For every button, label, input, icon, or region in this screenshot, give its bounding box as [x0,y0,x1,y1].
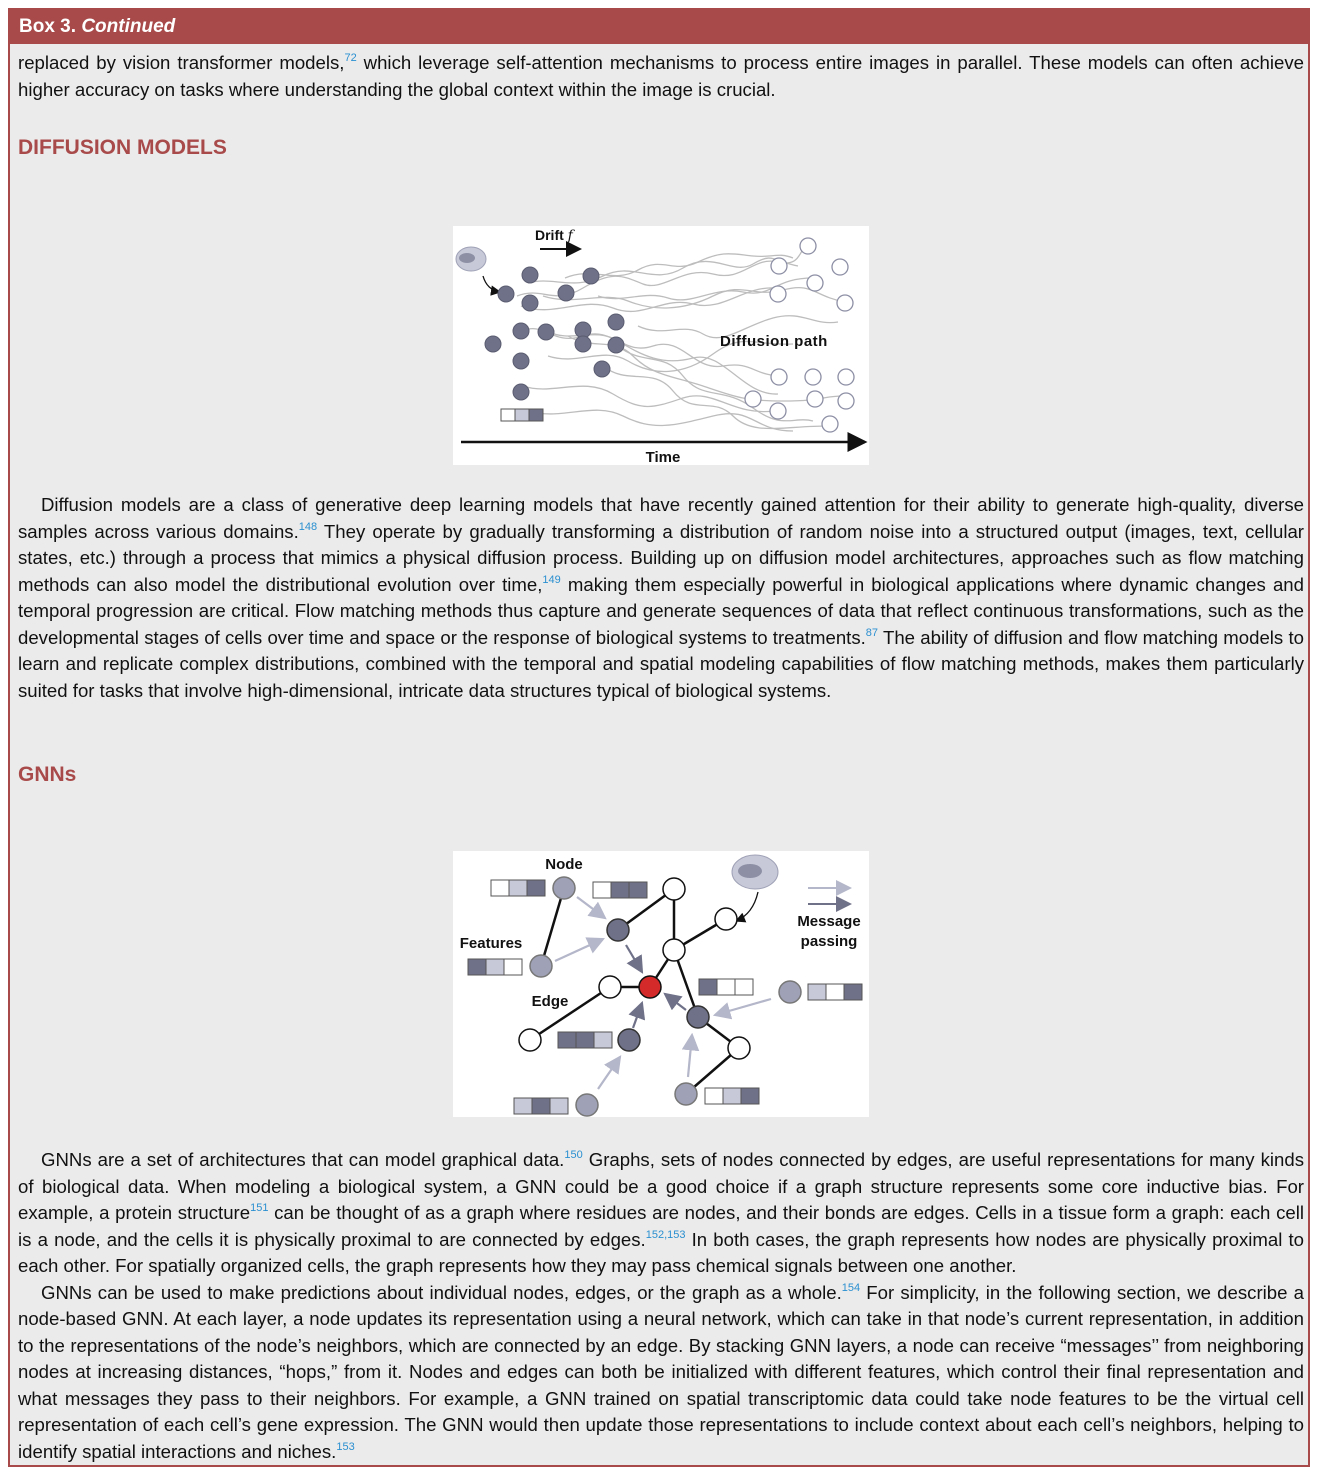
message-passing-legend [808,888,850,904]
gnn-figure [453,851,869,1117]
diffusion-diagram [453,226,869,465]
gnns-paragraph-2: GNNs can be used to make predictions about individual nodes, edges, or the graph as a whole.$^{154}$ For simplicity, in the following section, we describe a node-based GNN. At each layer, a node updates its representation using a neural network, which can take in that node’s current representation, in addition to the representations of the node’s neighbors, which are connected by an edge. By stacking GNN layers, a node can receive “messages’’ from neighboring nodes at increasing distances, “hops,” from it. Nodes and edges can both be initialized with different features, which control their final representation and what messages they pass to their neighbors. For example, a GNN trained on spatial transcriptomic data could take node features to be the virtual cell representation of each cell’s gene expression. The GNN would then update those representations to include context about each cell’s neighbors, helping to identify spatial interactions and niches.$^{153}$ [18,1281,1304,1462]
start-samples [485,267,624,400]
edge-label: Edge [531,993,569,1010]
diffusion-path-label: Diffusion path [720,333,828,350]
box-continued: Continued [81,16,176,37]
node-label: Node [545,856,583,873]
section-heading-gnns: GNNs [18,763,77,786]
section-heading-diffusion: DIFFUSION MODELS [18,136,227,159]
drift-label: Drift f [535,227,573,244]
intro-paragraph: replaced by vision transformer models,$^{72}$ which leverage self-attention mechanisms to process entire images in parallel. These models can often achieve higher accuracy on tasks where understanding the global context within the image is crucial. [18,52,1305,100]
citation-link[interactable]: 72 [344,52,357,64]
citation-link[interactable]: 148 [298,520,318,533]
citation-link[interactable]: 153 [336,1440,355,1453]
box-label: Box 3. [19,16,77,37]
citation-link[interactable]: 149 [542,573,561,586]
gnns-paragraph-1: GNNs are a set of architectures that can model graphical data.$^{150}$ Graphs, sets of nodes connected by edges, are useful representations for many kinds of biological data. When modeling a biological system, a GNN could be a good choice if a graph structure represents some core inductive bias. For example, a protein structure$^{151}$ can be thought of as a graph where residues are nodes, and their bonds are edges. Cells in a tissue form a graph: each cell is a node, and the cells it is physically proximal to are connected by edges.$^{152,153}$ In both cases, the graph represents how nodes are physically proximal to each other. For spatially organized cells, the graph represents how they may pass chemical signals between one another. GNNs can be used to make predictions about individual nodes, edges, or the graph as a whole.$^{154}$ For simplicity, in the following section, we describe a node-based GNN. At each layer, a node updates its representation using a neural network, which can take in that node’s current representation, in addition to the representations of the node’s neighbors, which are connected by an edge. By stacking GNN layers, a node can receive “messages’’ from neighboring nodes at increasing distances, “hops,” from it. Nodes and edges can both be initialized with different features, which control their final representation and what messages they pass to their neighbors. For example, a GNN trained on spatial transcriptomic data could take node features to be the virtual cell representation of each cell’s gene expression. The GNN would then update those representations to include context about each cell’s neighbors, helping to identify spatial interactions and niches.$^{153}$ [18,1149,1305,1462]
citation-link[interactable]: 154 [841,1281,861,1294]
box-header [10,10,1308,44]
passing-label: passing [800,933,858,950]
diffusion-paragraph: Diffusion models are a class of generative deep learning models that have recently gained attention for their ability to generate high-quality, diverse samples across various domains.$^{148}$ They operate by gradually transforming a distribution of random noise into a structured output (images, text, cellular states, etc.) through a process that mimics a physical diffusion process. Building up on diffusion model architectures, approaches such as flow matching methods can also model the distributional evolution over time,$^{149}$ making them especially powerful in biological applications where dynamic changes and temporal progression are critical. Flow matching methods thus capture and generate sequences of data that reflect continuous transformations, such as the developmental stages of cells over time and space or the response of biological systems to treatments.$^{87}$ The ability of diffusion and flow matching models to learn and replicate complex distributions, combined with the temporal and spatial modeling capabilities of flow matching methods, makes them particularly suited for tasks that involve high-dimensional, intricate data structures typical of biological systems. [18,494,1304,701]
diffusion-figure [453,226,869,465]
start-cell-icon [456,247,486,271]
entry-arrow [483,276,500,292]
time-label: Time [645,449,681,465]
gnn-diagram [453,851,869,1117]
cell-icon [732,855,778,889]
box-3 [8,8,1310,1467]
citation-link[interactable]: 151 [250,1202,269,1214]
message-label: Message [797,913,861,930]
cell-arrow [736,892,758,921]
citation-link[interactable]: 152,153 [645,1228,686,1241]
feature-bar [501,409,543,421]
features-label: Features [459,935,523,952]
citation-link[interactable]: 150 [564,1149,583,1161]
citation-link[interactable]: 87 [865,626,879,639]
